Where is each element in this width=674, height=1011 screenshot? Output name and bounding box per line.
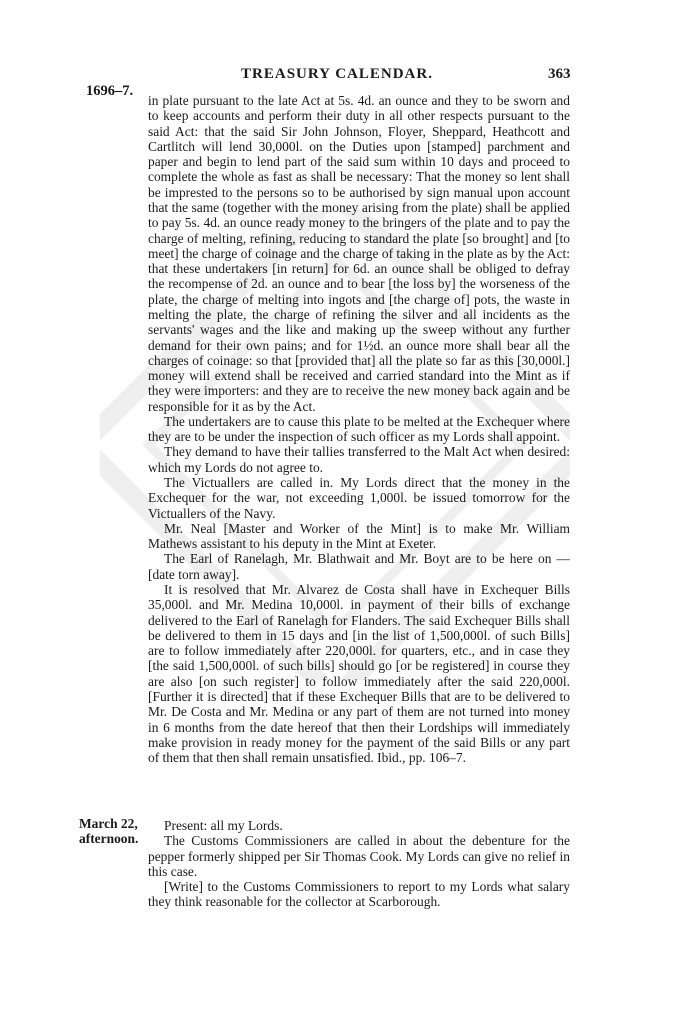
paragraph: They demand to have their tallies transferred to the Malt Act when desired: which my Lords do not agree to. [148, 444, 570, 475]
year-label: 1696–7. [86, 83, 134, 99]
paragraph: Present: all my Lords. [164, 818, 283, 833]
entry-march-21-text [148, 93, 570, 765]
paragraph: The Customs Commissioners are called in about the debenture for the pepper formerly shipped per Sir Thomas Cook. My Lords can give no relief in this case. [148, 833, 570, 879]
paragraph: The undertakers are to cause this plate to be melted at the Exchequer where they are to be under the inspection of such officer as my Lords shall appoint. [148, 413, 570, 445]
entry-march-22-text [148, 818, 570, 910]
margin-date [79, 816, 149, 846]
paragraph: [Write] to the Customs Commissioners to report to my Lords what salary they think reasonable for the collector at Scarborough. [148, 879, 570, 910]
running-title: TREASURY CALENDAR. [241, 66, 433, 82]
paragraph: Mr. Neal [Master and Worker of the Mint] is to make Mr. William Mathews assistant to his deputy in the Mint at Exeter. [148, 520, 570, 552]
paragraph: in plate pursuant to the late Act at 5s. 4d. an ounce and they to be sworn and to keep accounts and perform their duty in all other respects pursuant to the said Act: that the said Sir John Johnson, Floyer, Sheppard, Heathcott and Cartlitch will lend 30,000l. on the Duties upon [stamped] parchment and paper and begin to lend part of the said sum within 10 days and proceed to complete the whole as fast as shall be necessary: That the money so lent shall be imprested to the persons so to be authorised by sign manual upon account that the same (together with the money arising from the plate) shall be applied to pay 5s. 4d. an ounce ready money to the bringers of the plate and to pay the charge of melting, refining, reducing to standard the plate [so brought] and [to meet] the charge of coinage and the charge of taking in the plate as by the Act: that these undertakers [in return] for 6d. an ounce shall be obliged to defray the recompense of 2d. an ounce and to bear [the loss by] the worseness of the plate, the charge of melting into ingots and [the charge of] pots, the waste in melting the plate, the charge of refining the silver and all incidents as the servants' wages and the like and making up the sweep without any further demand for their own pains; and for 1½d. an ounce more shall bear all the charges of coinage: so that [provided that] all the plate so far as this [30,000l.] money will extend shall be received and carried standard into the Mint as if they were importers: and they are to receive the new money back again and be responsible for it as by the Act. [148, 93, 570, 414]
paragraph: The Earl of Ranelagh, Mr. Blathwait and Mr. Boyt are to be here on — [date torn away]. [148, 551, 570, 582]
paragraph: It is resolved that Mr. Alvarez de Costa shall have in Exchequer Bills 35,000l. and Mr. Medina 10,000l. in payment of their bills of exchange delivered to the Earl of Ranelagh for Flanders. The said Exchequer Bills shall be delivered to them in 15 days and [in the list of 1,500,000l. of such Bills] are to follow immediately after 220,000l. for quarters, etc., and in case they [the said 1,500,000l. of such bills] should go [or be registered] in course they are also [on such register] to follow immediately after the said 220,000l. [Further it is directed] that if these Exchequer Bills that are to be delivered to Mr. De Costa and Mr. Medina or any part of them are not turned into money in 6 months from the date hereof that then their Lordships will immediately make provision in ready money for the payment of the said Bills or any part of them that then shall remain unsatisfied. Ibid., pp. 106–7. [148, 582, 570, 766]
paragraph: The Victuallers are called in. My Lords direct that the money in the Exchequer for the war, not exceeding 1,000l. be issued tomorrow for the Victuallers of the Navy. [148, 475, 570, 521]
date-line: afternoon. [79, 831, 139, 847]
date-line: March 22, [79, 816, 138, 831]
page-number: 363 [548, 66, 571, 82]
